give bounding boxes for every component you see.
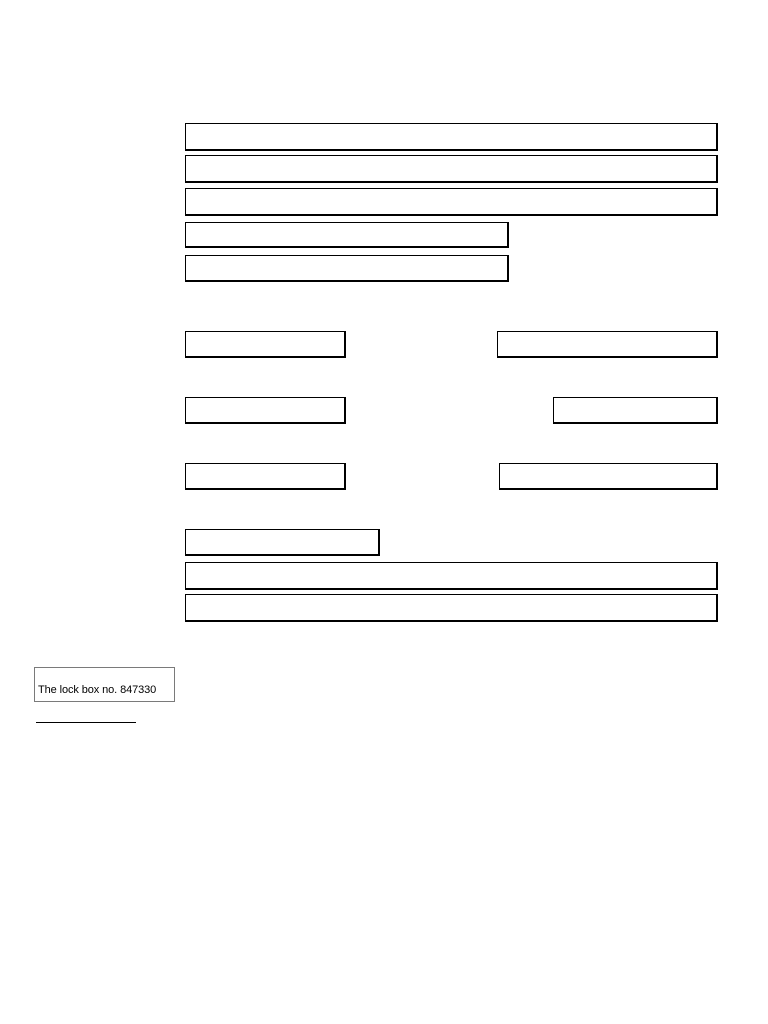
lock-box-text: The lock box no. 847330 [38, 684, 157, 696]
text-field-14[interactable] [185, 594, 718, 622]
text-field-6[interactable] [185, 331, 346, 358]
text-field-2[interactable] [185, 155, 718, 183]
text-field-8[interactable] [185, 397, 346, 424]
text-field-10[interactable] [185, 463, 346, 490]
text-field-7[interactable] [497, 331, 718, 358]
text-field-4[interactable] [185, 222, 509, 248]
text-field-9[interactable] [553, 397, 718, 424]
text-field-5[interactable] [185, 255, 509, 282]
text-field-3[interactable] [185, 188, 718, 216]
signature-line [36, 722, 136, 723]
lock-box-note [34, 667, 175, 702]
text-field-11[interactable] [499, 463, 718, 490]
text-field-13[interactable] [185, 562, 718, 590]
text-field-1[interactable] [185, 123, 718, 151]
text-field-12[interactable] [185, 529, 380, 556]
